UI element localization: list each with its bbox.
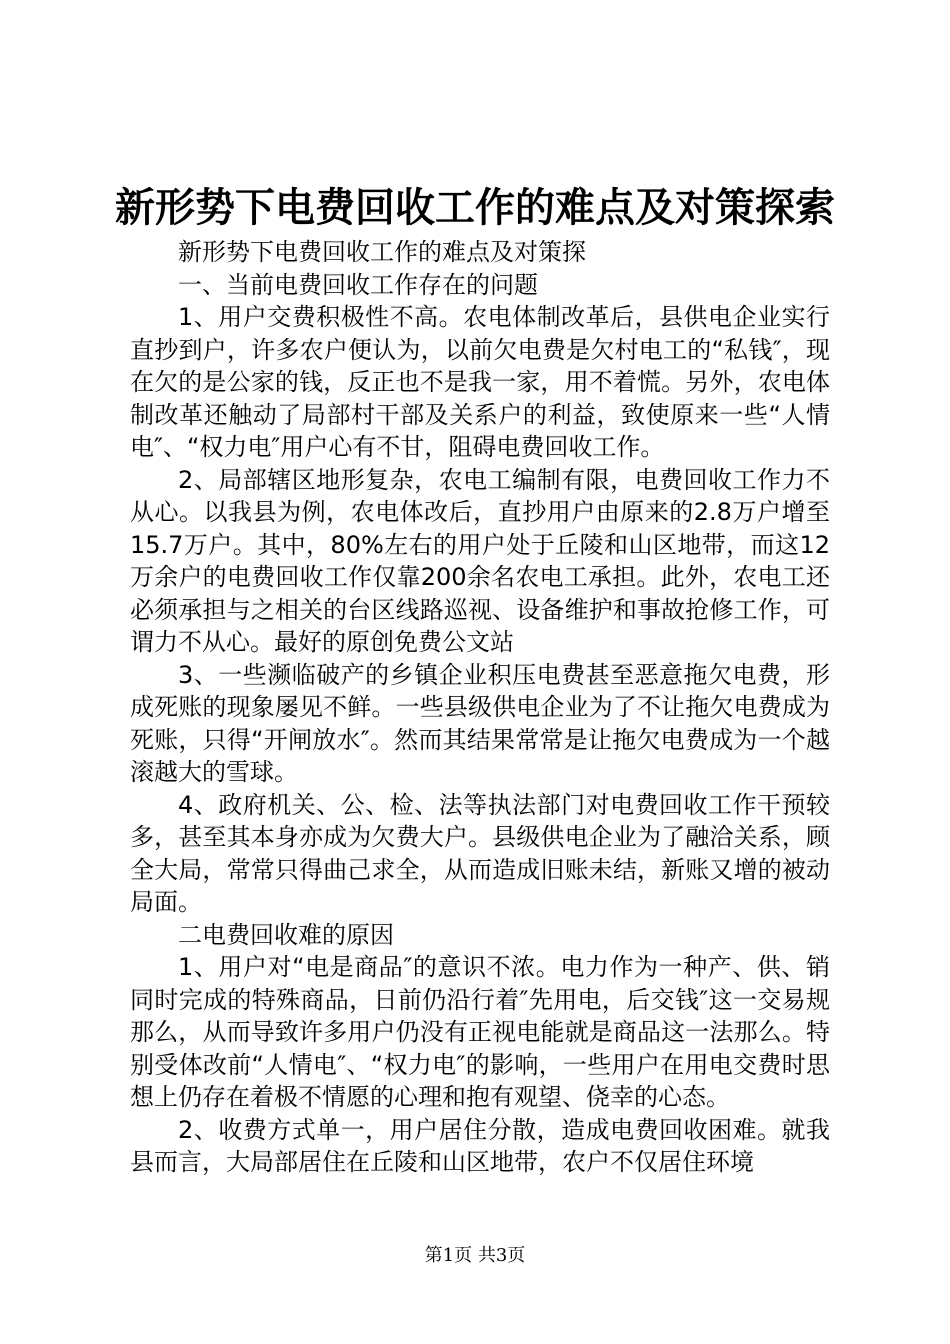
paragraph: 2、局部辖区地形复杂，农电工编制有限，电费回收工作力不从心。以我县为例，农电体改后，直抄用户由原来的2.8万户增至15.7万户。其中，80%左右的用户处于丘陵和山区地带，而这12万余户的电费回收工作仅靠200余名农电工承担。此外，农电工还必须承担与之相关的台区线路巡视、设备维护和事故抢修工作，可谓力不从心。最好的原创免费公文站 — [130, 465, 830, 656]
document-title: 新形势下电费回收工作的难点及对策探索 — [115, 184, 835, 231]
document-body — [130, 236, 830, 1179]
paragraph: 3、一些濒临破产的乡镇企业积压电费甚至恶意拖欠电费，形成死账的现象屡见不鲜。一些县级供电企业为了不让拖欠电费成为死账，只得“开闸放水″。然而其结果常常是让拖欠电费成为一个越滚越大的雪球。 — [130, 660, 830, 786]
paragraph: 4、政府机关、公、检、法等执法部门对电费回收工作干预较多，甚至其本身亦成为欠费大户。县级供电企业为了融洽关系，顾全大局，常常只得曲己求全，从而造成旧账未结，新账又增的被动局面。 — [130, 790, 830, 916]
page-number-footer: 第1页 共3页 — [424, 1245, 526, 1266]
paragraph: 2、收费方式单一，用户居住分散，造成电费回收困难。就我县而言，大局部居住在丘陵和山区地带，农户不仅居住环境 — [130, 1115, 830, 1176]
paragraph: 1、用户对“电是商品″的意识不浓。电力作为一种产、供、销同时完成的特殊商品，日前仍沿行着″先用电，后交钱″这一交易规那么，从而导致许多用户仍没有正视电能就是商品这一法那么。特别受体改前“人情电″、“权力电″的影响，一些用户在用电交费时思想上仍存在着极不情愿的心理和抱有观望、侥幸的心态。 — [130, 953, 830, 1111]
paragraph-subtitle: 新形势下电费回收工作的难点及对策探 — [178, 238, 586, 266]
paragraph: 1、用户交费积极性不高。农电体制改革后，县供电企业实行直抄到户，许多农户便认为，以前欠电费是欠村电工的“私钱″，现在欠的是公家的钱，反正也不是我一家，用不着慌。另外，农电体制改革还触动了局部村干部及关系户的利益，致使原来一些“人情电″、“权力电″用户心有不甘，阻碍电费回收工作。 — [130, 303, 830, 461]
section-heading-2: 二电费回收难的原因 — [178, 920, 394, 949]
section-heading-1: 一、当前电费回收工作存在的问题 — [178, 270, 538, 299]
